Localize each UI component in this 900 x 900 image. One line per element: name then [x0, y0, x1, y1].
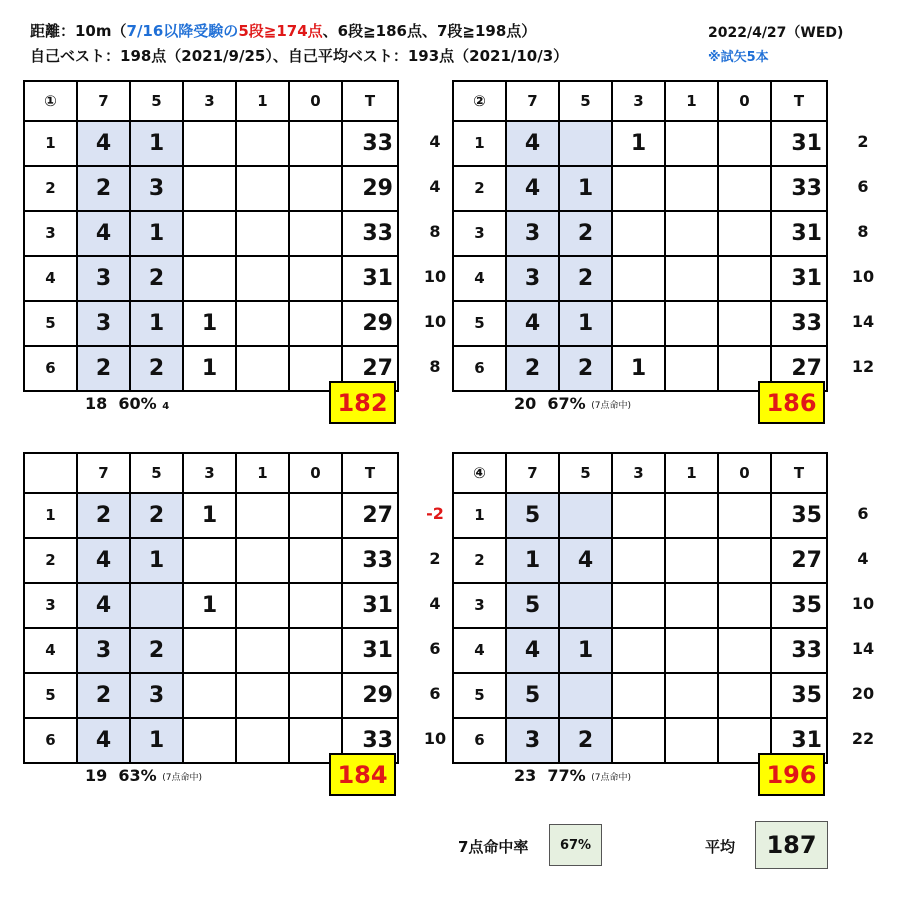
round-total: 31: [771, 211, 827, 256]
count-cell-1: [665, 673, 718, 718]
count-cell-5: 1: [130, 538, 183, 583]
count-cell-5: 1: [130, 718, 183, 763]
count-cell-1: [665, 628, 718, 673]
hit-count: 18: [85, 394, 108, 413]
table-row: [453, 121, 827, 166]
column-header: 7: [77, 81, 130, 121]
column-header: 5: [559, 453, 612, 493]
count-cell-3: [183, 211, 236, 256]
table-row: [453, 166, 827, 211]
count-cell-0: [289, 673, 342, 718]
score-table-4: [452, 452, 828, 764]
round-number: 5: [453, 301, 506, 346]
table-label: ②: [453, 81, 506, 121]
count-cell-0: [289, 493, 342, 538]
column-header: 1: [665, 453, 718, 493]
count-cell-1: [665, 166, 718, 211]
count-cell-5: 2: [559, 346, 612, 391]
round-total: 27: [342, 493, 398, 538]
round-number: 2: [453, 166, 506, 211]
count-cell-7: 5: [506, 493, 559, 538]
count-cell-0: [289, 538, 342, 583]
count-cell-3: [612, 256, 665, 301]
count-cell-3: [183, 538, 236, 583]
round-total: 33: [342, 211, 398, 256]
count-cell-3: [612, 166, 665, 211]
count-cell-0: [718, 493, 771, 538]
count-cell-5: 2: [130, 493, 183, 538]
hit-rate-note: (7点命中): [162, 773, 203, 783]
count-cell-3: 1: [612, 346, 665, 391]
round-number: 6: [453, 718, 506, 763]
round-number: 1: [24, 493, 77, 538]
count-cell-0: [289, 211, 342, 256]
count-cell-0: [289, 256, 342, 301]
column-header: 7: [506, 453, 559, 493]
count-cell-5: 2: [559, 256, 612, 301]
running-value: -2: [426, 504, 444, 523]
count-cell-3: [183, 256, 236, 301]
round-number: 5: [24, 673, 77, 718]
hit-summary: [514, 394, 631, 413]
count-cell-3: 1: [183, 346, 236, 391]
count-cell-3: [612, 211, 665, 256]
average-label: 平均: [705, 838, 736, 856]
column-header: 3: [183, 81, 236, 121]
grand-total: 196: [758, 753, 825, 796]
count-cell-7: 4: [77, 538, 130, 583]
count-cell-5: 2: [559, 718, 612, 763]
round-number: 1: [453, 121, 506, 166]
count-cell-1: [665, 256, 718, 301]
count-cell-0: [289, 628, 342, 673]
count-cell-5: 4: [559, 538, 612, 583]
running-value: 22: [851, 729, 875, 748]
count-cell-1: [236, 493, 289, 538]
round-number: 2: [453, 538, 506, 583]
round-total: 33: [771, 166, 827, 211]
column-header: 7: [506, 81, 559, 121]
column-header: 1: [236, 453, 289, 493]
count-cell-1: [665, 346, 718, 391]
table-label: ①: [24, 81, 77, 121]
count-cell-7: 2: [77, 673, 130, 718]
column-header: 0: [289, 81, 342, 121]
count-cell-7: 4: [77, 211, 130, 256]
header-red-text: 5段≧174点: [238, 22, 323, 40]
hit-rate-label: 7点命中率: [458, 838, 529, 856]
table-row: [453, 256, 827, 301]
count-cell-1: [236, 583, 289, 628]
count-cell-0: [289, 583, 342, 628]
count-cell-7: 1: [506, 538, 559, 583]
running-value: 8: [429, 357, 441, 376]
count-cell-1: [665, 301, 718, 346]
count-cell-3: [612, 673, 665, 718]
count-cell-1: [236, 718, 289, 763]
round-total: 27: [771, 346, 827, 391]
table-row: [24, 673, 398, 718]
round-number: 4: [24, 628, 77, 673]
column-header: 7: [77, 453, 130, 493]
count-cell-3: 1: [183, 493, 236, 538]
running-value: 4: [429, 132, 441, 151]
count-cell-1: [236, 673, 289, 718]
round-total: 33: [342, 121, 398, 166]
count-cell-3: [183, 718, 236, 763]
count-cell-3: 1: [612, 121, 665, 166]
count-cell-0: [289, 166, 342, 211]
count-cell-1: [236, 166, 289, 211]
count-cell-3: 1: [183, 583, 236, 628]
column-header: 5: [130, 81, 183, 121]
grand-total: 186: [758, 381, 825, 424]
count-cell-3: [612, 583, 665, 628]
count-cell-7: 2: [506, 346, 559, 391]
round-number: 4: [453, 256, 506, 301]
count-cell-3: 1: [183, 301, 236, 346]
hit-rate: 77%: [547, 766, 586, 785]
grand-total: 184: [329, 753, 396, 796]
count-cell-3: [612, 301, 665, 346]
count-cell-3: [612, 628, 665, 673]
count-cell-5: [559, 673, 612, 718]
round-total: 29: [342, 673, 398, 718]
count-cell-7: 3: [77, 628, 130, 673]
round-total: 33: [342, 718, 398, 763]
date-label: 2022/4/27（WED): [708, 25, 844, 41]
count-cell-5: 2: [130, 628, 183, 673]
hit-count: 23: [514, 766, 537, 785]
column-header: 1: [236, 81, 289, 121]
running-value: 6: [429, 639, 441, 658]
count-cell-5: 2: [130, 346, 183, 391]
round-total: 31: [342, 583, 398, 628]
hit-rate-note: 4: [162, 401, 170, 412]
round-number: 2: [24, 538, 77, 583]
score-table-2: [452, 80, 828, 392]
running-value: 8: [857, 222, 869, 241]
count-cell-1: [665, 211, 718, 256]
header-rest-text: 、6段≧186点、7段≧198点）: [322, 22, 537, 40]
table-row: [24, 121, 398, 166]
hit-rate: 60%: [118, 394, 157, 413]
round-number: 5: [453, 673, 506, 718]
round-number: 3: [24, 583, 77, 628]
round-number: 2: [24, 166, 77, 211]
count-cell-5: 3: [130, 673, 183, 718]
table-row: [453, 583, 827, 628]
hit-count: 19: [85, 766, 108, 785]
table-row: [453, 301, 827, 346]
count-cell-0: [718, 538, 771, 583]
count-cell-3: [183, 628, 236, 673]
hit-summary: [514, 766, 631, 785]
count-cell-3: [612, 718, 665, 763]
hit-rate-value: 67%: [549, 824, 602, 866]
column-header: 1: [665, 81, 718, 121]
running-value: 14: [851, 312, 875, 331]
count-cell-5: 1: [559, 301, 612, 346]
table-row: [453, 211, 827, 256]
column-header: 3: [612, 81, 665, 121]
column-header: 0: [718, 81, 771, 121]
running-value: 20: [851, 684, 875, 703]
count-cell-7: 3: [506, 256, 559, 301]
round-number: 6: [24, 346, 77, 391]
column-header: 0: [289, 453, 342, 493]
count-cell-7: 2: [77, 346, 130, 391]
column-header: 3: [183, 453, 236, 493]
count-cell-3: [183, 673, 236, 718]
count-cell-1: [665, 538, 718, 583]
hit-summary: [85, 766, 202, 785]
hit-rate: 67%: [547, 394, 586, 413]
column-header: 5: [130, 453, 183, 493]
table-row: [453, 628, 827, 673]
running-value: 10: [423, 729, 447, 748]
round-number: 3: [24, 211, 77, 256]
running-value: 2: [429, 549, 441, 568]
round-total: 31: [771, 256, 827, 301]
count-cell-1: [236, 628, 289, 673]
round-number: 4: [24, 256, 77, 301]
round-total: 27: [771, 538, 827, 583]
running-value: 2: [857, 132, 869, 151]
hit-count: 20: [514, 394, 537, 413]
running-value: 4: [429, 177, 441, 196]
count-cell-5: 1: [130, 301, 183, 346]
table-row: [24, 166, 398, 211]
header-prefix: 距離：10m（: [30, 22, 127, 40]
table-row: [24, 628, 398, 673]
count-cell-1: [236, 211, 289, 256]
count-cell-5: 1: [559, 628, 612, 673]
round-total: 31: [771, 121, 827, 166]
count-cell-7: 4: [506, 301, 559, 346]
count-cell-0: [718, 628, 771, 673]
count-cell-5: [559, 583, 612, 628]
count-cell-0: [718, 301, 771, 346]
count-cell-0: [718, 211, 771, 256]
count-cell-5: 1: [130, 211, 183, 256]
count-cell-3: [183, 166, 236, 211]
hit-summary: [85, 394, 169, 413]
hit-rate-note: (7点命中): [591, 773, 632, 783]
score-table-1: [23, 80, 399, 392]
table-row: [24, 583, 398, 628]
count-cell-5: 1: [130, 121, 183, 166]
count-cell-3: [612, 538, 665, 583]
count-cell-0: [289, 301, 342, 346]
count-cell-5: [559, 493, 612, 538]
count-cell-1: [236, 256, 289, 301]
table-row: [24, 538, 398, 583]
column-header: T: [771, 453, 827, 493]
round-total: 33: [771, 628, 827, 673]
running-value: 14: [851, 639, 875, 658]
round-total: 33: [342, 538, 398, 583]
count-cell-1: [665, 121, 718, 166]
round-total: 33: [771, 301, 827, 346]
grand-total: 182: [329, 381, 396, 424]
round-total: 27: [342, 346, 398, 391]
count-cell-7: 3: [506, 718, 559, 763]
round-number: 6: [453, 346, 506, 391]
table-row: [453, 493, 827, 538]
count-cell-0: [718, 166, 771, 211]
count-cell-1: [236, 346, 289, 391]
count-cell-7: 2: [77, 493, 130, 538]
average-value: 187: [755, 821, 828, 869]
round-total: 35: [771, 583, 827, 628]
column-header: T: [342, 453, 398, 493]
round-number: 3: [453, 211, 506, 256]
table-label: ④: [453, 453, 506, 493]
table-label: [24, 453, 77, 493]
header-best-line: 自己ベスト：198点（2021/9/25）、自己平均ベスト：193点（2021/10/3）: [30, 47, 569, 65]
count-cell-1: [236, 121, 289, 166]
count-cell-0: [718, 583, 771, 628]
count-cell-5: 2: [559, 211, 612, 256]
running-value: 10: [851, 267, 875, 286]
round-number: 1: [453, 493, 506, 538]
column-header: 5: [559, 81, 612, 121]
running-value: 6: [429, 684, 441, 703]
round-total: 29: [342, 166, 398, 211]
column-header: T: [771, 81, 827, 121]
count-cell-0: [718, 256, 771, 301]
running-value: 6: [857, 177, 869, 196]
round-total: 31: [342, 256, 398, 301]
table-row: [24, 211, 398, 256]
table-row: [453, 673, 827, 718]
round-number: 3: [453, 583, 506, 628]
count-cell-7: 4: [77, 718, 130, 763]
count-cell-1: [236, 301, 289, 346]
running-value: 6: [857, 504, 869, 523]
count-cell-1: [665, 718, 718, 763]
count-cell-7: 4: [77, 121, 130, 166]
count-cell-7: 3: [77, 256, 130, 301]
round-number: 5: [24, 301, 77, 346]
count-cell-7: 3: [506, 211, 559, 256]
header-distance-line: [30, 20, 536, 41]
hit-rate-note: (7点命中): [591, 401, 632, 411]
count-cell-1: [665, 583, 718, 628]
table-row: [24, 493, 398, 538]
count-cell-7: 4: [506, 628, 559, 673]
running-value: 4: [429, 594, 441, 613]
count-cell-7: 5: [506, 583, 559, 628]
count-cell-0: [289, 121, 342, 166]
table-row: [453, 538, 827, 583]
count-cell-1: [236, 538, 289, 583]
header-blue-text: 7/16以降受験の: [126, 22, 239, 40]
count-cell-7: 3: [77, 301, 130, 346]
running-value: 10: [423, 312, 447, 331]
hit-rate: 63%: [118, 766, 157, 785]
round-total: 35: [771, 673, 827, 718]
round-total: 29: [342, 301, 398, 346]
column-header: T: [342, 81, 398, 121]
count-cell-0: [718, 121, 771, 166]
count-cell-3: [183, 121, 236, 166]
round-number: 6: [24, 718, 77, 763]
count-cell-0: [718, 673, 771, 718]
count-cell-5: 1: [559, 166, 612, 211]
count-cell-7: 4: [77, 583, 130, 628]
count-cell-5: [559, 121, 612, 166]
table-row: [24, 301, 398, 346]
table-row: [24, 256, 398, 301]
count-cell-1: [665, 493, 718, 538]
count-cell-5: 3: [130, 166, 183, 211]
count-cell-3: [612, 493, 665, 538]
running-value: 4: [857, 549, 869, 568]
running-value: 8: [429, 222, 441, 241]
round-total: 31: [342, 628, 398, 673]
running-value: 10: [851, 594, 875, 613]
count-cell-7: 5: [506, 673, 559, 718]
round-total: 35: [771, 493, 827, 538]
round-number: 4: [453, 628, 506, 673]
running-value: 12: [851, 357, 875, 376]
round-total: 31: [771, 718, 827, 763]
count-cell-7: 4: [506, 121, 559, 166]
note-label: ※試矢5本: [708, 50, 769, 65]
running-value: 10: [423, 267, 447, 286]
count-cell-7: 2: [77, 166, 130, 211]
count-cell-5: 2: [130, 256, 183, 301]
count-cell-7: 4: [506, 166, 559, 211]
column-header: 3: [612, 453, 665, 493]
score-table-3: [23, 452, 399, 764]
round-number: 1: [24, 121, 77, 166]
column-header: 0: [718, 453, 771, 493]
count-cell-5: [130, 583, 183, 628]
